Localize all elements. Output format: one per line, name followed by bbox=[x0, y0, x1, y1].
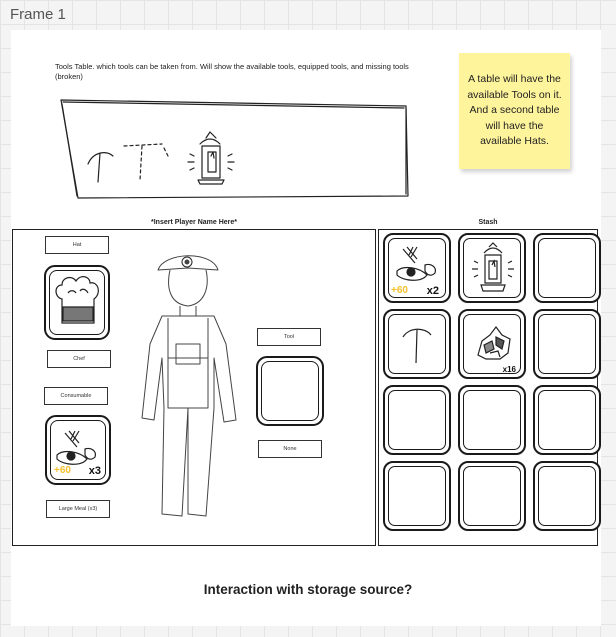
tools-table-sketch bbox=[58, 96, 410, 202]
sticky-note[interactable] bbox=[459, 53, 570, 169]
consumable-bonus: +60 bbox=[54, 465, 71, 476]
consumable-label: Consumable bbox=[44, 387, 108, 405]
stash-slot[interactable] bbox=[533, 461, 601, 531]
stash-slot[interactable] bbox=[458, 385, 526, 455]
tools-table-description: Tools Table. which tools can be taken from. Will show the available tools, equipped tools, and missing tools (broken) bbox=[55, 62, 409, 81]
stash-meal-count: x2 bbox=[426, 285, 439, 297]
tool-label: Tool bbox=[257, 328, 321, 346]
pickaxe-icon bbox=[389, 315, 446, 374]
frame-label: Frame 1 bbox=[10, 6, 66, 23]
sticky-note-text: A table will have the available Tools on it. And a second table will have the available Hats. bbox=[467, 73, 562, 148]
player-character-sketch bbox=[140, 248, 250, 528]
consumable-item-label: Large Meal (x3) bbox=[46, 500, 110, 518]
broken-pickaxe-sketch-icon bbox=[124, 144, 168, 180]
stash-ore-count: x16 bbox=[502, 365, 516, 374]
stash-slot[interactable] bbox=[458, 461, 526, 531]
stash-grid bbox=[383, 233, 601, 531]
stash-slot[interactable] bbox=[458, 309, 526, 379]
lantern-icon bbox=[464, 239, 521, 298]
lantern-sketch-icon bbox=[188, 132, 234, 184]
stash-slot[interactable] bbox=[383, 461, 451, 531]
stash-slot[interactable] bbox=[383, 385, 451, 455]
stash-slot[interactable] bbox=[533, 233, 601, 303]
tool-item-label: None bbox=[258, 440, 322, 458]
stash-title: Stash bbox=[478, 219, 498, 226]
stash-slot[interactable] bbox=[458, 233, 526, 303]
player-name-title: *Insert Player Name Here* bbox=[151, 219, 237, 226]
hat-item-label: Chef bbox=[47, 350, 111, 368]
stash-slot[interactable] bbox=[383, 309, 451, 379]
consumable-slot[interactable] bbox=[45, 415, 111, 485]
stash-slot[interactable] bbox=[533, 309, 601, 379]
storage-interaction-question: Interaction with storage source? bbox=[203, 582, 413, 597]
consumable-count: x3 bbox=[88, 465, 101, 477]
tool-slot[interactable] bbox=[256, 356, 324, 426]
stash-slot[interactable] bbox=[533, 385, 601, 455]
stash-meal-bonus: +60 bbox=[391, 285, 408, 296]
pickaxe-sketch-icon bbox=[88, 153, 113, 182]
chef-hat-icon bbox=[50, 271, 105, 335]
stash-slot[interactable] bbox=[383, 233, 451, 303]
hat-slot[interactable] bbox=[44, 265, 110, 340]
hat-label: Hat bbox=[45, 236, 109, 254]
